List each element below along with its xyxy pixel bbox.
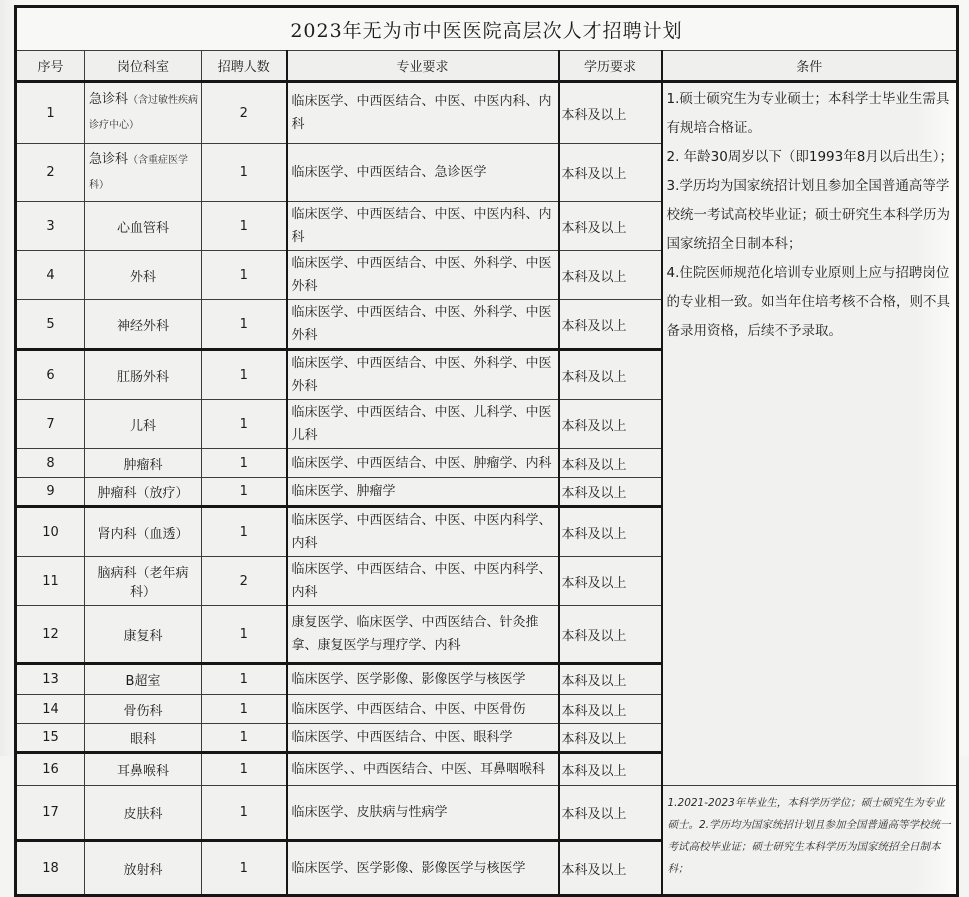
education-requirement-cell: 本科及以上 xyxy=(559,400,662,449)
department-note: （含重症医学科） xyxy=(89,154,189,191)
headcount-cell: 1 xyxy=(202,300,287,350)
education-requirement-cell: 本科及以上 xyxy=(559,841,662,896)
page-title: 2023年无为市中医医院高层次人才招聘计划 xyxy=(16,7,958,51)
department-cell xyxy=(85,786,202,841)
major-requirement-cell: 临床医学、中西医结合、中医、中医骨伤 xyxy=(287,695,559,724)
conditions-cell-secondary: 1.2021-2023年毕业生，本科学历学位；硕士硕究生为专业硕士。2.学历均为国家统招计划且参加全国普通高等学校统一考试高校毕业证；硕士研究生本科学历为国家统招全日制本科； xyxy=(662,786,958,896)
department-name: 急诊科 xyxy=(89,92,129,107)
headcount-cell: 1 xyxy=(202,350,287,400)
department-cell xyxy=(85,82,202,144)
department-name: 骨伤科 xyxy=(123,703,163,719)
headcount-cell: 1 xyxy=(202,251,287,300)
serial-number-cell: 9 xyxy=(16,478,85,507)
department-cell xyxy=(85,557,202,606)
department-cell xyxy=(85,202,202,251)
department-name: 肿瘤科（放疗） xyxy=(97,486,189,501)
major-requirement-cell: 临床医学、中西医结合、中医、外科学、中医外科 xyxy=(287,251,559,300)
serial-number-cell: 12 xyxy=(16,606,85,664)
education-requirement-cell: 本科及以上 xyxy=(559,786,662,841)
condition-item: 1.硕士硕究生为专业硕士；本科学士毕业生需具有规培合格证。 xyxy=(666,91,950,136)
headcount-cell: 1 xyxy=(202,606,287,664)
serial-number-cell: 11 xyxy=(16,557,85,606)
serial-number-cell: 17 xyxy=(16,786,85,841)
header-row xyxy=(16,51,958,82)
serial-number-cell: 18 xyxy=(16,841,85,896)
major-requirement-cell: 临床医学、皮肤病与性病学 xyxy=(287,786,559,841)
headcount-cell: 1 xyxy=(202,202,287,251)
department-cell xyxy=(85,507,202,557)
department-name: 儿科 xyxy=(129,418,156,434)
serial-number-cell: 4 xyxy=(16,251,85,300)
major-requirement-cell: 临床医学、肿瘤学 xyxy=(287,478,559,507)
serial-number-cell: 13 xyxy=(16,664,85,695)
headcount-cell: 1 xyxy=(202,507,287,557)
title-row xyxy=(16,7,958,51)
department-note: （含过敏性疾病诊疗中心） xyxy=(89,95,199,131)
education-requirement-cell: 本科及以上 xyxy=(559,449,662,478)
serial-number-cell: 15 xyxy=(16,724,85,753)
department-cell xyxy=(85,606,202,664)
conditions-cell-main xyxy=(662,82,958,786)
department-name: 耳鼻喉科 xyxy=(116,764,169,779)
department-name: 急诊科 xyxy=(89,151,129,167)
department-cell xyxy=(85,841,202,896)
major-requirement-cell: 临床医学、中西医结合、中医、中医内科学、内科 xyxy=(287,507,559,557)
recruitment-plan-table xyxy=(14,5,959,897)
education-requirement-cell: 本科及以上 xyxy=(559,557,662,606)
education-requirement-cell: 本科及以上 xyxy=(559,82,662,144)
headcount-cell: 1 xyxy=(202,449,287,478)
major-requirement-cell: 临床医学、中西医结合、中医、中医内科学、内科 xyxy=(287,557,559,606)
education-requirement-cell: 本科及以上 xyxy=(559,507,662,557)
department-cell xyxy=(85,144,202,202)
header-headcount: 招聘人数 xyxy=(202,51,287,82)
department-name: 心血管科 xyxy=(116,220,169,236)
education-requirement-cell: 本科及以上 xyxy=(559,695,662,724)
department-name: 皮肤科 xyxy=(123,807,163,822)
serial-number-cell: 5 xyxy=(16,300,85,350)
department-cell xyxy=(85,753,202,786)
headcount-cell: 2 xyxy=(202,557,287,606)
header-serial-number: 序号 xyxy=(16,51,85,82)
table-row xyxy=(16,786,958,841)
headcount-cell: 1 xyxy=(202,786,287,841)
serial-number-cell: 2 xyxy=(16,144,85,202)
serial-number-cell: 16 xyxy=(16,753,85,786)
header-education-requirement: 学历要求 xyxy=(559,51,662,82)
serial-number-cell: 14 xyxy=(16,695,85,724)
department-name: 放射科 xyxy=(123,862,163,878)
condition-item: 4.住院医师规范化培训专业原则上应与招聘岗位的专业相一致。如当年住培考核不合格，则不具备录用资格，后续不予录取。 xyxy=(666,265,950,339)
major-requirement-cell: 康复医学、临床医学、中西医结合、针灸推拿、康复医学与理疗学、内科 xyxy=(287,606,559,664)
department-name: 外科 xyxy=(129,269,156,285)
department-cell xyxy=(85,478,202,507)
major-requirement-cell: 临床医学、医学影像、影像医学与核医学 xyxy=(287,841,559,896)
major-requirement-cell: 临床医学、中西医结合、中医、中医内科、内科 xyxy=(287,202,559,251)
department-cell xyxy=(85,695,202,724)
department-name: B超室 xyxy=(125,674,161,689)
major-requirement-cell: 临床医学、中西医结合、急诊医学 xyxy=(287,144,559,202)
header-conditions: 条件 xyxy=(662,51,958,82)
department-cell xyxy=(85,300,202,350)
headcount-cell: 1 xyxy=(202,753,287,786)
education-requirement-cell: 本科及以上 xyxy=(559,144,662,202)
department-name: 康复科 xyxy=(123,628,163,644)
education-requirement-cell: 本科及以上 xyxy=(559,753,662,786)
serial-number-cell: 7 xyxy=(16,400,85,449)
department-name: 肾内科（血透） xyxy=(97,526,189,542)
department-name: 脑病科（老年病科） xyxy=(97,566,189,600)
headcount-cell: 1 xyxy=(202,841,287,896)
major-requirement-cell: 临床医学、中西医结合、中医、儿科学、中医儿科 xyxy=(287,400,559,449)
department-cell xyxy=(85,400,202,449)
education-requirement-cell: 本科及以上 xyxy=(559,300,662,350)
department-name: 神经外科 xyxy=(116,318,169,334)
headcount-cell: 1 xyxy=(202,478,287,507)
education-requirement-cell: 本科及以上 xyxy=(559,350,662,400)
headcount-cell: 1 xyxy=(202,400,287,449)
table-row xyxy=(16,82,958,144)
headcount-cell: 1 xyxy=(202,144,287,202)
headcount-cell: 1 xyxy=(202,664,287,695)
condition-item: 3.学历均为国家统招计划且参加全国普通高等学校统一考试高校毕业证；硕士研究生本科学历为国家统招全日制本科； xyxy=(666,178,950,252)
headcount-cell: 2 xyxy=(202,82,287,144)
education-requirement-cell: 本科及以上 xyxy=(559,251,662,300)
headcount-cell: 1 xyxy=(202,695,287,724)
department-cell xyxy=(85,350,202,400)
serial-number-cell: 1 xyxy=(16,82,85,144)
education-requirement-cell: 本科及以上 xyxy=(559,664,662,695)
department-name: 眼科 xyxy=(129,732,156,747)
major-requirement-cell: 临床医学、中西医结合、中医、外科学、中医外科 xyxy=(287,300,559,350)
major-requirement-cell: 临床医学、中西医结合、中医、眼科学 xyxy=(287,724,559,753)
serial-number-cell: 3 xyxy=(16,202,85,251)
headcount-cell: 1 xyxy=(202,724,287,753)
department-cell xyxy=(85,449,202,478)
department-cell xyxy=(85,664,202,695)
education-requirement-cell: 本科及以上 xyxy=(559,606,662,664)
education-requirement-cell: 本科及以上 xyxy=(559,202,662,251)
major-requirement-cell: 临床医学、、中西医结合、中医、耳鼻咽喉科 xyxy=(287,753,559,786)
department-name: 肿瘤科 xyxy=(123,457,163,473)
major-requirement-cell: 临床医学、医学影像、影像医学与核医学 xyxy=(287,664,559,695)
major-requirement-cell: 临床医学、中西医结合、中医、外科学、中医外科 xyxy=(287,350,559,400)
education-requirement-cell: 本科及以上 xyxy=(559,478,662,507)
serial-number-cell: 8 xyxy=(16,449,85,478)
condition-item: 2. 年龄30周岁以下（即1993年8月以后出生）； xyxy=(666,149,954,165)
department-cell xyxy=(85,251,202,300)
major-requirement-cell: 临床医学、中西医结合、中医、中医内科、内科 xyxy=(287,82,559,144)
department-cell xyxy=(85,724,202,753)
major-requirement-cell: 临床医学、中西医结合、中医、肿瘤学、内科 xyxy=(287,449,559,478)
education-requirement-cell: 本科及以上 xyxy=(559,724,662,753)
department-name: 肛肠外科 xyxy=(116,369,169,385)
header-major-requirement: 专业要求 xyxy=(287,51,559,82)
serial-number-cell: 10 xyxy=(16,507,85,557)
header-department: 岗位科室 xyxy=(85,51,202,82)
serial-number-cell: 6 xyxy=(16,350,85,400)
